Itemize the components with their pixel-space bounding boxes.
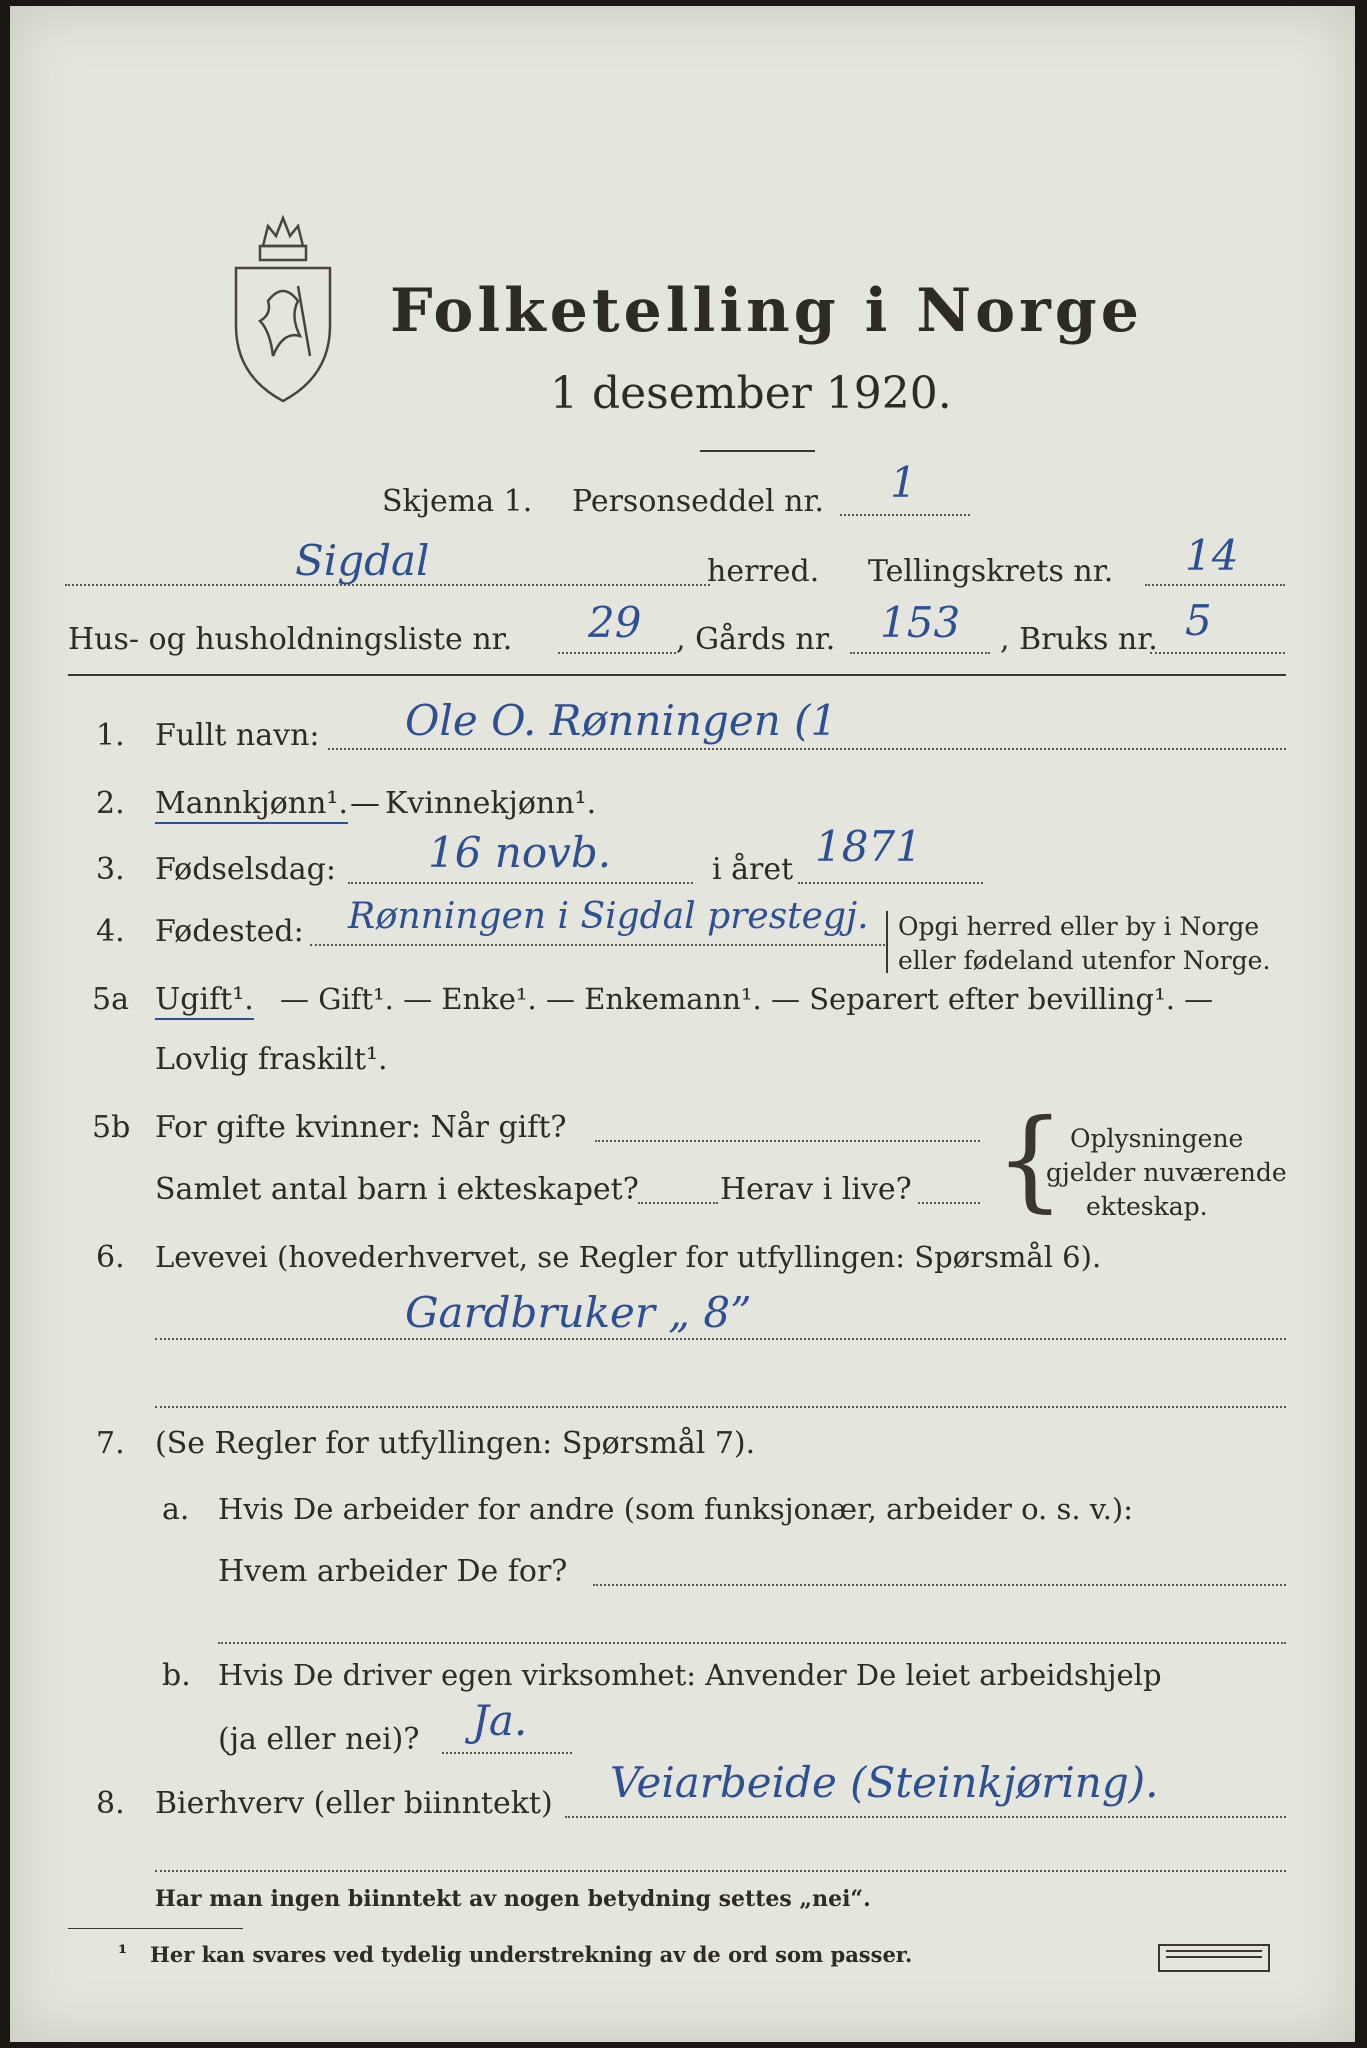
q4-note-bracket (886, 911, 888, 973)
husliste-line (558, 652, 676, 654)
q5b-brace: { (995, 1095, 1065, 1223)
q6-line1 (155, 1338, 1286, 1340)
census-date: 1 desember 1920. (550, 368, 952, 419)
q3-year-value: 1871 (815, 822, 922, 871)
header-divider (68, 674, 1286, 676)
q6-label: Levevei (hovederhvervet, se Regler for utfyllingen: Spørsmål 6). (155, 1240, 1102, 1274)
q2-male-option[interactable]: Mannkjønn¹. (155, 786, 348, 824)
bruks-line (1150, 652, 1285, 654)
q5b-note3: ekteskap. (1086, 1192, 1208, 1221)
q1-line (328, 748, 1286, 750)
personseddel-label: Personseddel nr. (572, 484, 825, 519)
q3-line (348, 882, 693, 884)
husliste-value: 29 (588, 598, 642, 647)
q7b-text: Hvis De driver egen virksomhet: Anvender De leiet arbeidshjelp (218, 1658, 1162, 1692)
census-form (10, 6, 1355, 2042)
personseddel-value: 1 (890, 458, 917, 507)
q3-value: 16 novb. (428, 828, 612, 877)
title-divider (700, 450, 815, 452)
q5b-note2: gjelder nuværende (1046, 1158, 1287, 1187)
q5b-line1: For gifte kvinner: Når gift? (155, 1110, 567, 1145)
gards-value: 153 (880, 598, 961, 647)
q5b-note1: Oplysningene (1070, 1124, 1244, 1153)
tellingskrets-value: 14 (1185, 531, 1239, 580)
printer-stamp (1158, 1944, 1270, 1972)
q7b-line (442, 1752, 572, 1754)
q8-value: Veiarbeide (Steinkjøring). (610, 1758, 1159, 1807)
q5b-married-line (595, 1140, 980, 1142)
q3-label: Fødselsdag: (155, 852, 336, 887)
q7a-question: Hvem arbeider De for? (218, 1554, 568, 1589)
footnote-mark: ¹ (118, 1940, 128, 1965)
q5a-number: 5a (92, 982, 129, 1017)
q3-year-line (798, 882, 983, 884)
herred-value: Sigdal (295, 536, 430, 585)
q4-label: Fødested: (155, 914, 304, 949)
q7a-line2 (218, 1642, 1286, 1644)
husliste-label: Hus- og husholdningsliste nr. (68, 622, 513, 657)
q1-label: Fullt navn: (155, 718, 320, 753)
page-title: Folketelling i Norge (390, 276, 1143, 346)
q5a-ugift-option[interactable]: Ugift¹. (155, 982, 254, 1020)
gards-line (850, 652, 990, 654)
schema-label: Skjema 1. (382, 484, 533, 519)
q8-line1 (565, 1816, 1286, 1818)
q7a-text: Hvis De arbeider for andre (som funksjonær, arbeider o. s. v.): (218, 1492, 1134, 1526)
q6-value: Gardbruker „ 8” (405, 1288, 752, 1337)
tellingskrets-line (1145, 584, 1285, 586)
footnote-text: Her kan svares ved tydelig understrekning av de ord som passer. (150, 1942, 913, 1967)
q1-value: Ole O. Rønningen (1 (405, 696, 838, 745)
q5a-line2[interactable]: Lovlig fraskilt¹. (155, 1042, 388, 1077)
herred-label: herred. (707, 554, 820, 589)
q4-value: Rønningen i Sigdal prestegj. (348, 896, 869, 937)
q7b-value: Ja. (472, 1696, 528, 1745)
q8-number: 8. (96, 1786, 125, 1821)
q2-female-option[interactable]: Kvinnekjønn¹. (385, 786, 597, 821)
q8-label: Bierhverv (eller biinntekt) (155, 1786, 553, 1821)
q7a-line1 (593, 1584, 1286, 1586)
q4-line (310, 944, 885, 946)
q3-year-label: i året (712, 852, 794, 887)
q6-number: 6. (96, 1240, 125, 1275)
q7b-question: (ja eller nei)? (218, 1722, 420, 1757)
tellingskrets-label: Tellingskrets nr. (868, 554, 1114, 589)
q2-number: 2. (96, 786, 125, 821)
q8-line2 (155, 1870, 1286, 1872)
footer-note: Har man ingen biinntekt av nogen betydning settes „nei“. (155, 1886, 871, 1912)
q3-number: 3. (96, 852, 125, 887)
q5b-number: 5b (92, 1110, 131, 1145)
bruks-value: 5 (1185, 596, 1212, 645)
q7b-letter: b. (162, 1658, 191, 1693)
gards-label: , Gårds nr. (676, 622, 836, 657)
q7a-letter: a. (162, 1492, 190, 1527)
footnote-divider (68, 1928, 243, 1929)
q5a-other-options[interactable]: — Gift¹. — Enke¹. — Enkemann¹. — Separert efter bevilling¹. — (280, 982, 1214, 1016)
q4-number: 4. (96, 914, 125, 949)
q5b-children-label: Samlet antal barn i ekteskapet? (155, 1172, 639, 1207)
norway-coat-of-arms-icon (228, 206, 338, 406)
q2-separator: — (350, 786, 380, 821)
q5b-alive-line (918, 1202, 980, 1204)
q7-label: (Se Regler for utfyllingen: Spørsmål 7). (155, 1426, 756, 1461)
personseddel-line (840, 514, 970, 516)
q7-number: 7. (96, 1426, 125, 1461)
q4-note-line2: eller fødeland utenfor Norge. (898, 946, 1271, 975)
q4-note-line1: Opgi herred eller by i Norge (898, 912, 1260, 941)
q5b-alive-label: Herav i live? (720, 1172, 912, 1207)
q1-number: 1. (96, 718, 125, 753)
q5b-children-line (638, 1202, 718, 1204)
q6-line2 (155, 1406, 1286, 1408)
bruks-label: , Bruks nr. (1000, 622, 1158, 657)
